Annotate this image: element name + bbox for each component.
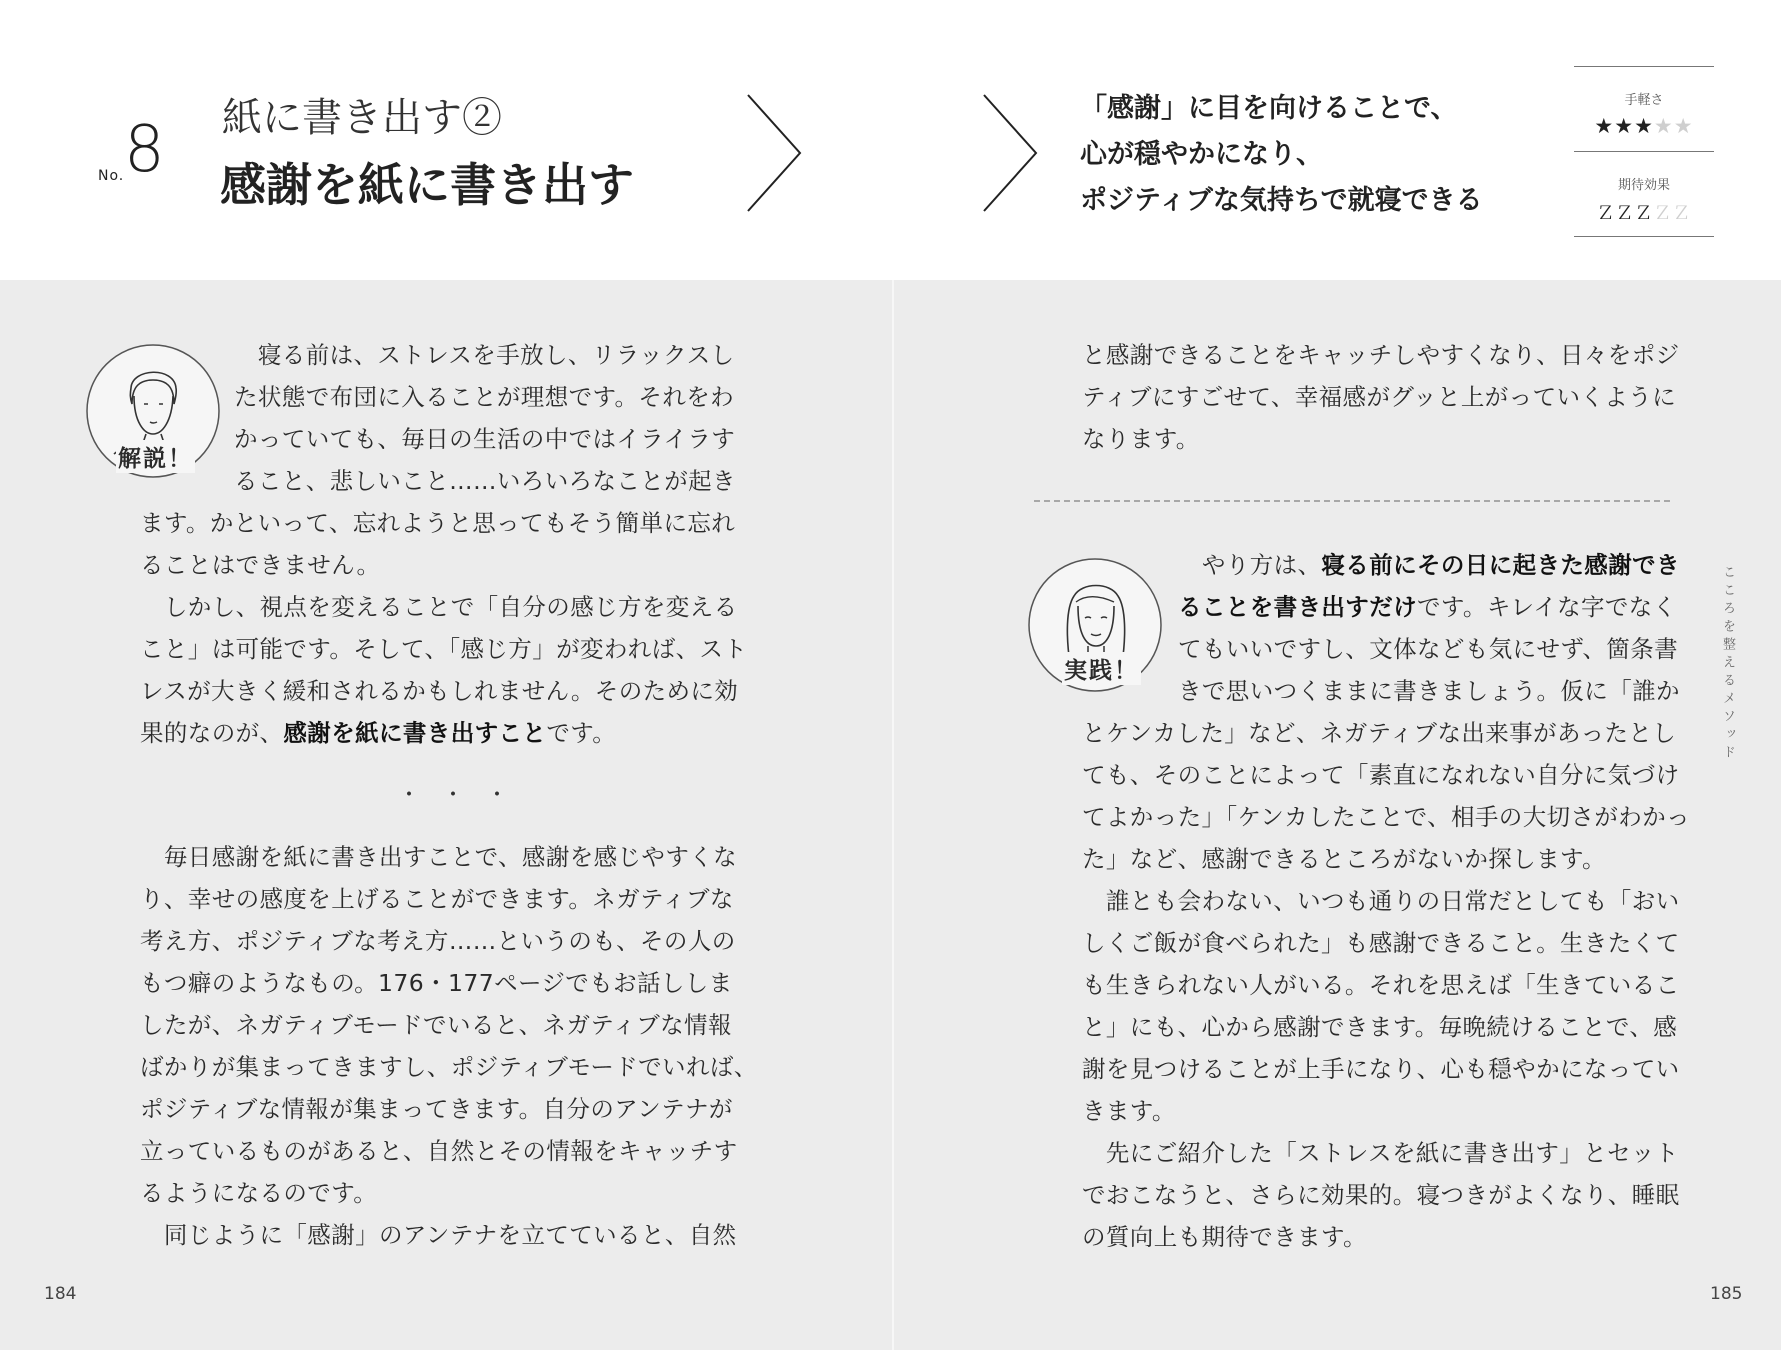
emphasis-text: ることを書き出すだけ [1178, 593, 1417, 621]
item-number: 8 [124, 113, 165, 187]
chapter-header [0, 0, 1781, 280]
effect-summary-line: ポジティブな気持ちで就寝できる [1080, 185, 1483, 216]
body-text: ます。かといって、忘れようと思ってもそう簡単に忘れ ることはできません。 しかし、視点を変えることで「自分の感じ方を変える こと」は可能です。そして、「感じ方」が変われば、スト レスが大きく緩和されるかもしれません。そのために効 果的なのが、感謝を紙に書き出すことです。 [140, 509, 748, 747]
ease-rating [1574, 67, 1714, 151]
ease-label: 手軽さ [1624, 93, 1664, 108]
chevron-right-icon [744, 92, 804, 214]
effect-rating [1574, 152, 1714, 236]
divider [1574, 236, 1714, 237]
chevron-right-icon [980, 92, 1040, 214]
effect-summary-line: 「感謝」に目を向けることで、 [1080, 93, 1458, 124]
rating-box [1574, 66, 1714, 237]
effect-summary [1080, 86, 1483, 224]
section-divider-dots: ・・・ [398, 783, 531, 808]
body-text: やり方は、寝る前にその日に起きた感謝でき ることを書き出すだけです。キレイな字でなく てもいいですし、文体なども気にせず、箇条書 きで思いつくままに書きましょう。仮に「誰か [1178, 551, 1680, 705]
side-section-label: こころを整えるメソッド [1720, 565, 1735, 763]
effect-summary-line: 心が穏やかになり、 [1080, 139, 1323, 170]
page-number: 184 [44, 1284, 77, 1304]
explanation-badge: 解説！ [116, 440, 195, 473]
emphasis-text: 寝る前にその日に起きた感謝でき [1321, 551, 1680, 579]
section-subtitle: 紙に書き出す② [222, 95, 502, 141]
effect-label: 期待効果 [1617, 178, 1670, 193]
body-text: 毎日感謝を紙に書き出すことで、感謝を感じやすくな り、幸せの感度を上げることができます。ネガティブな 考え方、ポジティブな考え方……というのも、その人の もつ癖のようなもの。176・177ページでもお話ししま したが、ネガティブモードでいると、ネガティブな情報 ばかりが集まってきますし、ポジティブモードでいれば、 ポジティブな情報が集まってきます。自分のアンテナが 立っているものがあると、自然とその情報をキャッチす るようになるのです。 同じように「感謝」のアンテナを立てていると、自然 [140, 843, 758, 1249]
star-rating-icon: ★★★★★ [1594, 114, 1694, 138]
item-number-label: No. [98, 168, 125, 184]
page-spine [892, 280, 894, 1350]
practice-badge: 実践！ [1062, 652, 1141, 685]
page-number: 185 [1710, 1284, 1743, 1304]
body-text: と感謝できることをキャッチしやすくなり、日々をポジ ティブにすごせて、幸福感がグッと上がっていくように なります。 [1082, 341, 1680, 453]
section-title: 感謝を紙に書き出す [220, 158, 634, 212]
body-text: とケンカした」など、ネガティブな出来事があったとし ても、そのことによって「素直になれない自分に気づけ てよかった」「ケンカしたことで、相手の大切さがわかっ た」など、感謝できるところがないか探します。 誰とも会わない、いつも通りの日常だとしても「おい しくご飯が食べられた」も感謝できること。生きたくて も生きられない人がいる。それを思えば「生きているこ と」にも、心から感謝できます。毎晩続けることで、感 謝を見つけることが上手になり、心も穏やかになってい きます。 先にご紹介した「ストレスを紙に書き出す」とセット でおこなうと、さらに効果的。寝つきがよくなり、睡眠 の質向上も期待できます。 [1082, 719, 1691, 1251]
body-text: 寝る前は、ストレスを手放し、リラックスし た状態で布団に入ることが理想です。それをわ かっていても、毎日の生活の中ではイライラす ること、悲しいこと……いろいろなことが起き [234, 341, 736, 495]
dashed-divider [1034, 500, 1670, 502]
sleep-z-rating-icon: ＺＺＺＺＺ [1596, 203, 1692, 224]
emphasis-text: 感謝を紙に書き出すこと [283, 719, 547, 747]
